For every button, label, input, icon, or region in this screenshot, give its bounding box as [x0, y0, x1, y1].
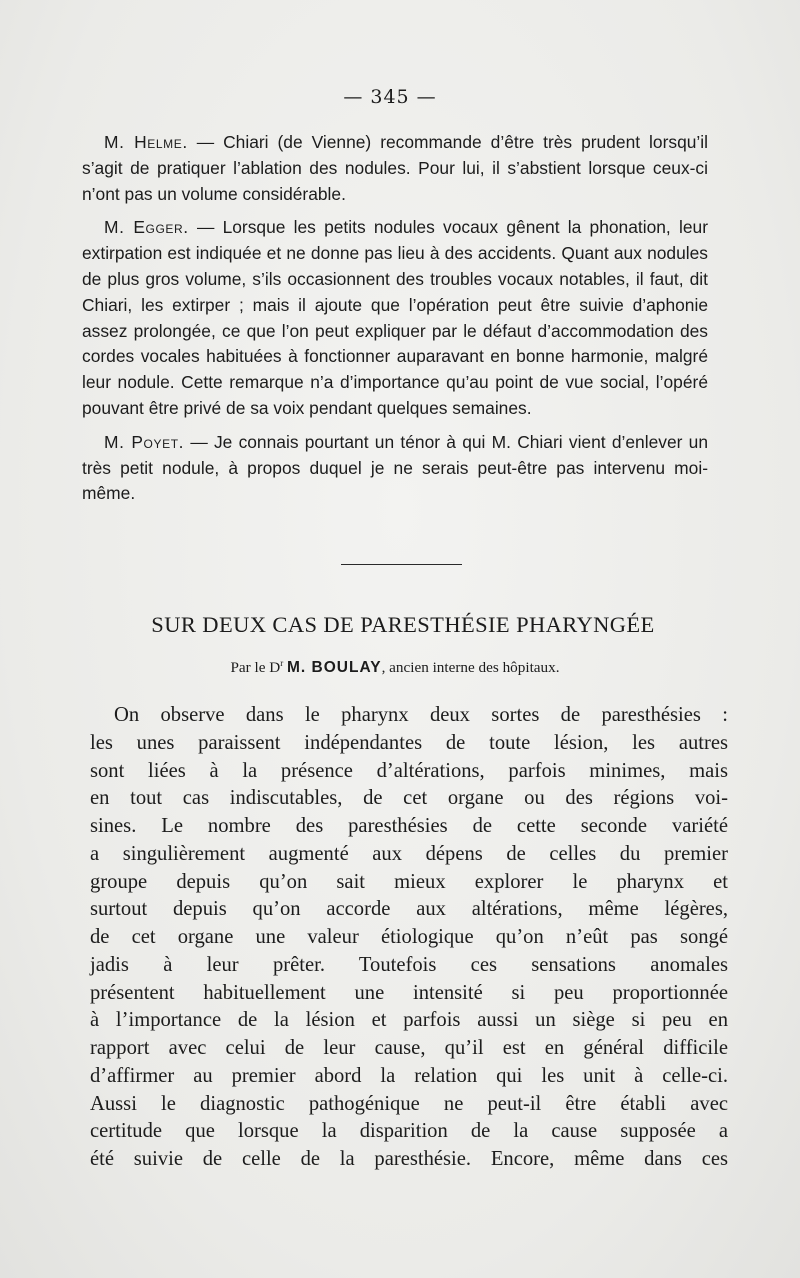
article-text-line: groupe depuis qu’on sait mieux explorer le pharynx et — [90, 870, 728, 893]
discussion-paragraph — [82, 130, 708, 207]
article-text-line: à l’importance de la lésion et parfois aussi un siège si peu en — [90, 1009, 728, 1032]
paragraph-text: — Chiari (de Vienne) recommande d’être très prudent lorsqu’il s’agit de pratiquer l’ablation des nodules. Pour lui, il s’abstient lorsque ceux-ci n’ont pas un volume considérable. — [82, 132, 708, 204]
discussion-paragraph — [82, 430, 708, 507]
discussion-paragraph — [82, 215, 708, 421]
article-text-line: a singulièrement augmenté aux dépens de celles du premier — [90, 842, 728, 865]
article-title: SUR DEUX CAS DE PARESTHÉSIE PHARYNGÉE — [151, 612, 655, 637]
article-text-line: Aussi le diagnostic pathogénique ne peut-il être établi avec — [90, 1092, 728, 1115]
speaker-name: M. Helme. — [104, 132, 188, 152]
author-name: M. BOULAY — [287, 659, 382, 677]
article-text-line: sont liées à la présence d’altérations, parfois minimes, mais — [90, 759, 728, 782]
speaker-name: M. Egger. — [104, 217, 189, 238]
paragraph-text: — Je connais pourtant un ténor à qui M. Chiari vient d’enlever un très petit nodule, à propos duquel je ne serais peut-être pas intervenu moi-même. — [82, 431, 709, 504]
discussion-section — [82, 130, 708, 515]
article-byline — [0, 658, 790, 677]
section-divider — [341, 564, 462, 565]
article-text-line: sines. Le nombre des paresthésies de cette seconde variété — [90, 815, 728, 837]
article-text-line: été suivie de celle de la paresthésie. Encore, même dans ces — [90, 1148, 728, 1170]
page-number: — 345 — — [343, 86, 437, 108]
article-text-line: jadis à leur prêter. Toutefois ces sensations anomales — [90, 953, 728, 976]
byline-prefix: Par le D — [230, 659, 281, 677]
article-text-line: en tout cas indiscutables, de cet organe ou des régions voi- — [90, 787, 728, 810]
article-text-line: présentent habituellement une intensité si peu proportionnée — [90, 981, 728, 1004]
article-text-line: les unes paraissent indépendantes de toute lésion, les autres — [90, 731, 728, 754]
speaker-name: M. Poyet. — [104, 431, 185, 452]
article-text-line: de cet organe une valeur étiologique qu’on n’eût pas songé — [90, 926, 728, 948]
byline-suffix: , ancien interne des hôpitaux. — [381, 659, 560, 677]
article-text-line: surtout depuis qu’on accorde aux altérations, même légères, — [90, 898, 728, 921]
article-text-line: rapport avec celui de leur cause, qu’il est en général difficile — [90, 1037, 728, 1059]
paragraph-text: — Lorsque les petits nodules vocaux gênent la phonation, leur extirpation est indiquée et ne donne pas lieu à des accidents. Quant aux nodules de plus gros volume, s’ils occasionnent des troubles vocaux notables, il faut, dit Chiari, les extirper ; mais il ajoute que l’opération peut être suivie d’aphonie assez prolongée, ce que l’on peut expliquer par le défaut d’accommodation des cordes vocales habituées à fonctionner auparavant en bonne harmonie, malgré leur nodule. Cette remarque n’a d’importance qu’au point de vue social, l’opéré pouvant être privé de sa voix pendant quelques semaines. — [82, 217, 708, 418]
article-body — [90, 702, 728, 1174]
article-text-line: certitude que lorsque la disparition de la cause supposée a — [90, 1120, 728, 1143]
article-text-line: On observe dans le pharynx deux sortes de paresthésies : — [114, 704, 728, 726]
article-text-line: d’affirmer au premier abord la relation qui les unit à celle-ci. — [90, 1064, 728, 1087]
byline-superscript: r — [280, 658, 284, 668]
